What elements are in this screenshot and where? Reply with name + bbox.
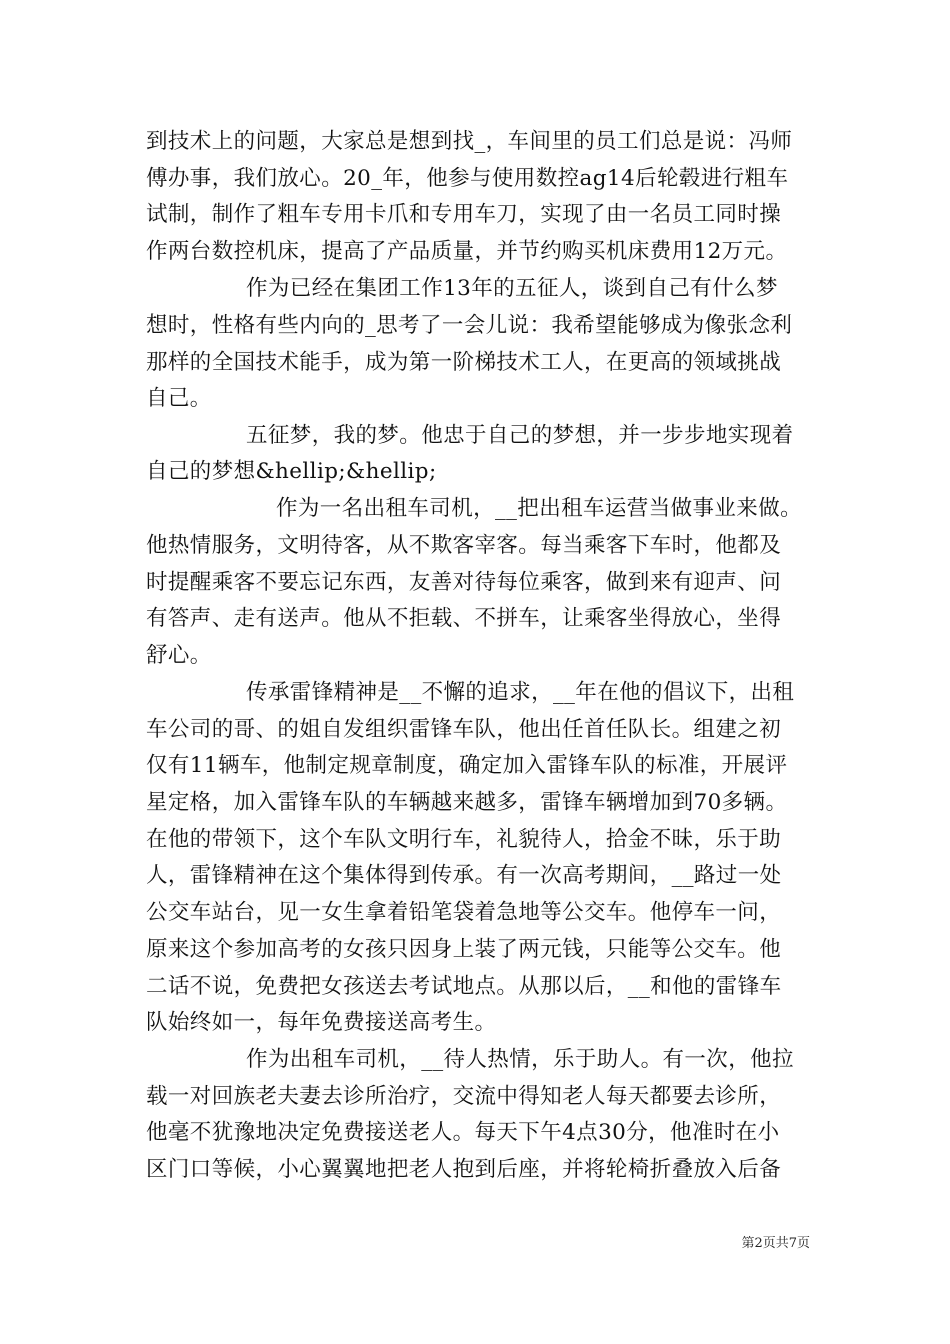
- text-line: 那样的全国技术能手，成为第一阶梯技术工人，在更高的领域挑战: [146, 350, 782, 375]
- text-line: 他毫不犹豫地决定免费接送老人。每天下午4点30分，他准时在小: [146, 1120, 780, 1145]
- text-line: 想时，性格有些内向的_思考了一会儿说：我希望能够成为像张念利: [146, 313, 793, 338]
- text-line: 在他的带领下，这个车队文明行车，礼貌待人，拾金不昧，乐于助: [146, 827, 782, 852]
- paragraph-start-line: 传承雷锋精神是__不懈的追求，__年在他的倡议下，出租: [246, 680, 795, 705]
- text-line: 到技术上的问题，大家总是想到找_，车间里的员工们总是说：冯师: [146, 129, 793, 154]
- paragraph-start-line: 五征梦，我的梦。他忠于自己的梦想，并一步步地实现着: [246, 423, 794, 448]
- paragraph-start-line: 作为已经在集团工作13年的五征人，谈到自己有什么梦: [246, 276, 778, 301]
- text-line: 仅有11辆车，他制定规章制度，确定加入雷锋车队的标准，开展评: [146, 753, 788, 778]
- text-line: 自己的梦想&hellip;&hellip;: [146, 459, 437, 484]
- text-line: 原来这个参加高考的女孩只因身上装了两元钱，只能等公交车。他: [146, 937, 782, 962]
- text-line: 自己。: [146, 386, 212, 411]
- text-line: 傅办事，我们放心。20_年，他参与使用数控ag14后轮毂进行粗车: [146, 166, 789, 191]
- text-line: 人，雷锋精神在这个集体得到传承。有一次高考期间，__路过一处: [146, 863, 782, 888]
- text-line: 时提醒乘客不要忘记东西，友善对待每位乘客，做到来有迎声、问: [146, 570, 782, 595]
- text-line: 有答声、走有送声。他从不拒载、不拼车，让乘客坐得放心，坐得: [146, 606, 782, 631]
- text-line: 公交车站台，见一女生拿着铅笔袋着急地等公交车。他停车一问，: [146, 900, 782, 925]
- text-line: 区门口等候，小心翼翼地把老人抱到后座，并将轮椅折叠放入后备: [146, 1157, 782, 1182]
- text-line: 作两台数控机床，提高了产品质量，并节约购买机床费用12万元。: [146, 239, 788, 264]
- paragraph-start-line: 作为一名出租车司机，__把出租车运营当做事业来做。: [276, 496, 803, 521]
- text-line: 载一对回族老夫妻去诊所治疗，交流中得知老人每天都要去诊所，: [146, 1084, 782, 1109]
- text-line: 舒心。: [146, 643, 212, 668]
- text-line: 车公司的哥、的姐自发组织雷锋车队，他出任首任队长。组建之初: [146, 717, 782, 742]
- text-line: 试制，制作了粗车专用卡爪和专用车刀，实现了由一名员工同时操: [146, 202, 782, 227]
- text-line: 二话不说，免费把女孩送去考试地点。从那以后，__和他的雷锋车: [146, 974, 782, 999]
- paragraph-start-line: 作为出租车司机，__待人热情，乐于助人。有一次，他拉: [246, 1047, 794, 1072]
- page-number: 第2页共7页: [741, 1236, 810, 1251]
- text-line: 星定格，加入雷锋车队的车辆越来越多，雷锋车辆增加到70多辆。: [146, 790, 788, 815]
- text-line: 他热情服务，文明待客，从不欺客宰客。每当乘客下车时，他都及: [146, 533, 782, 558]
- text-line: 队始终如一，每年免费接送高考生。: [146, 1010, 497, 1035]
